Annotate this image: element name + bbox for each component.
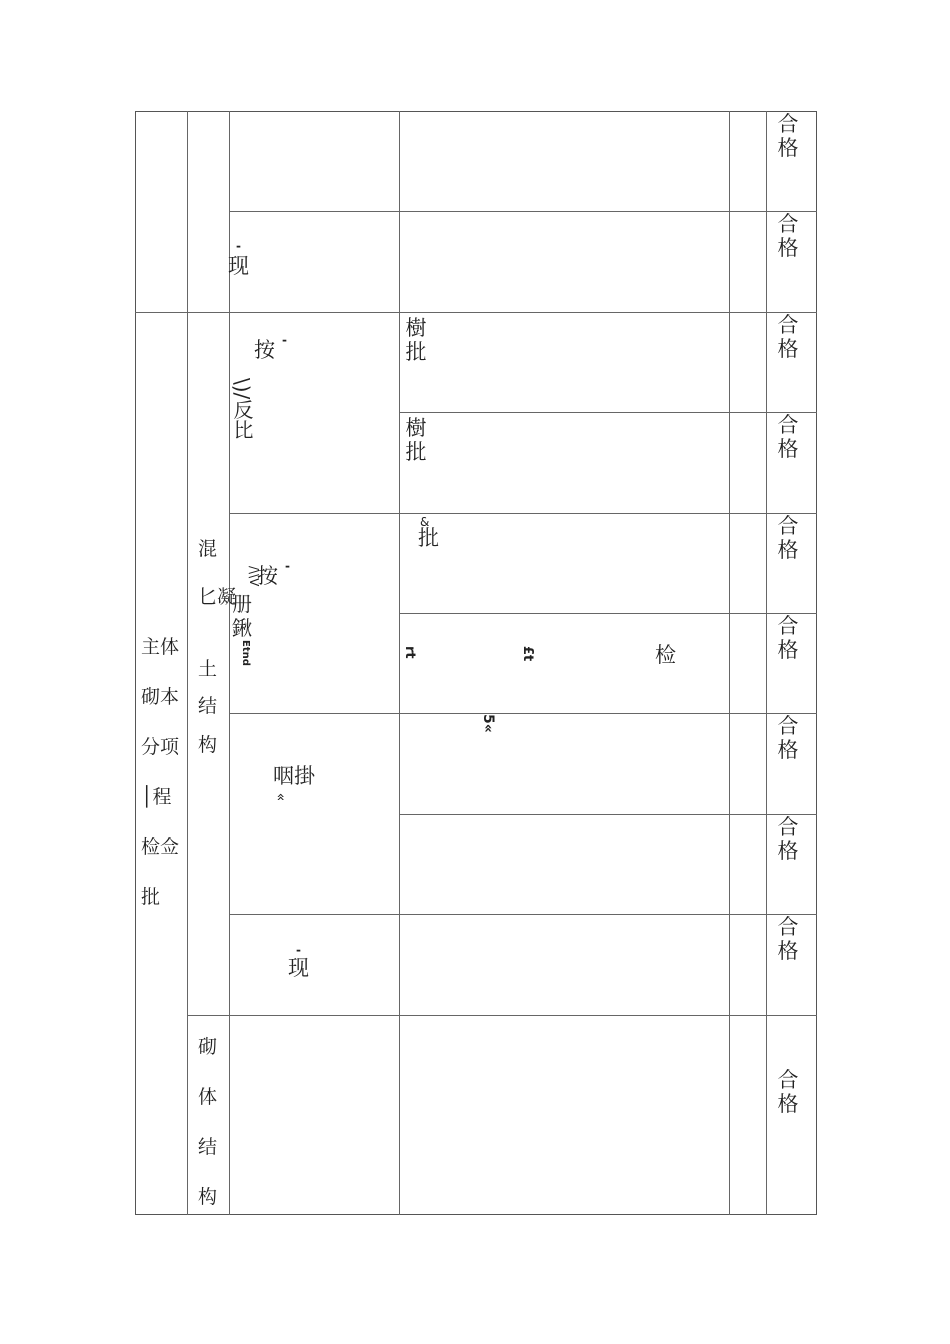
concrete-label-char: 构 bbox=[198, 734, 218, 756]
section-label-line: │程 bbox=[141, 786, 172, 808]
concrete-label-char: 结 bbox=[198, 695, 218, 717]
concrete-label-char: 混 bbox=[198, 538, 218, 560]
masonry-label-char: 结 bbox=[198, 1136, 218, 1158]
result-cell: 合格 bbox=[777, 714, 799, 762]
masonry-label-char: 构 bbox=[198, 1186, 218, 1208]
item-mark: - bbox=[282, 333, 287, 347]
row-divider bbox=[187, 1015, 817, 1016]
item-text: 现 bbox=[228, 254, 249, 278]
col-divider bbox=[766, 111, 767, 1215]
row-divider bbox=[229, 211, 817, 212]
section-label-line: 主体 bbox=[141, 636, 180, 658]
item-mark: - bbox=[285, 559, 290, 573]
section-label-line: 检佥 bbox=[141, 836, 180, 858]
col-divider bbox=[187, 111, 188, 1215]
detail-text: 批 bbox=[418, 526, 439, 550]
row-divider bbox=[399, 613, 817, 614]
col-divider bbox=[399, 111, 400, 1215]
result-cell: 合格 bbox=[777, 313, 799, 361]
section-label-line: 分项 bbox=[141, 736, 180, 758]
item-text: 按 bbox=[254, 338, 275, 362]
detail-text: rt bbox=[402, 646, 417, 659]
row-divider bbox=[229, 914, 817, 915]
item-text: 现 bbox=[288, 956, 309, 980]
item-text: 咽掛 bbox=[273, 764, 315, 788]
masonry-label-char: 体 bbox=[198, 1086, 218, 1108]
concrete-label-char: 土 bbox=[198, 658, 218, 680]
item-text: « bbox=[272, 792, 289, 802]
result-cell: 合格 bbox=[777, 112, 799, 160]
result-cell: 合格 bbox=[777, 614, 799, 662]
result-cell: 合格 bbox=[777, 514, 799, 562]
section-label-line: 砌本 bbox=[141, 686, 180, 708]
detail-text: 5« bbox=[480, 714, 496, 733]
item-text: /\\V bbox=[247, 566, 261, 587]
concrete-label-char: 匕凝 bbox=[198, 586, 237, 608]
section-label-line: 批 bbox=[141, 886, 161, 908]
row-divider bbox=[229, 713, 817, 714]
result-cell: 合格 bbox=[777, 212, 799, 260]
row-divider bbox=[135, 312, 817, 313]
detail-text: 樹 批 bbox=[405, 416, 427, 464]
item-text: \)/反比 bbox=[230, 378, 254, 440]
item-text: 鍬 bbox=[232, 616, 252, 640]
result-cell: 合格 bbox=[777, 915, 799, 963]
masonry-label-char: 砌 bbox=[198, 1036, 218, 1058]
result-cell: 合格 bbox=[777, 413, 799, 461]
item-text: 册 bbox=[232, 592, 252, 616]
col-divider bbox=[729, 111, 730, 1215]
detail-text: & bbox=[420, 515, 430, 529]
detail-text: 樹 批 bbox=[405, 316, 427, 364]
result-cell: 合格 bbox=[777, 815, 799, 863]
item-text: 按 bbox=[257, 564, 278, 588]
item-mark: - bbox=[236, 239, 241, 253]
item-mark: - bbox=[296, 943, 301, 957]
row-divider bbox=[229, 513, 817, 514]
result-cell: 合格 bbox=[777, 1068, 799, 1116]
item-text: Etnd bbox=[240, 640, 251, 666]
detail-text: £t bbox=[520, 646, 535, 662]
row-divider bbox=[399, 412, 817, 413]
detail-text: 检 bbox=[655, 643, 676, 667]
row-divider bbox=[399, 814, 817, 815]
